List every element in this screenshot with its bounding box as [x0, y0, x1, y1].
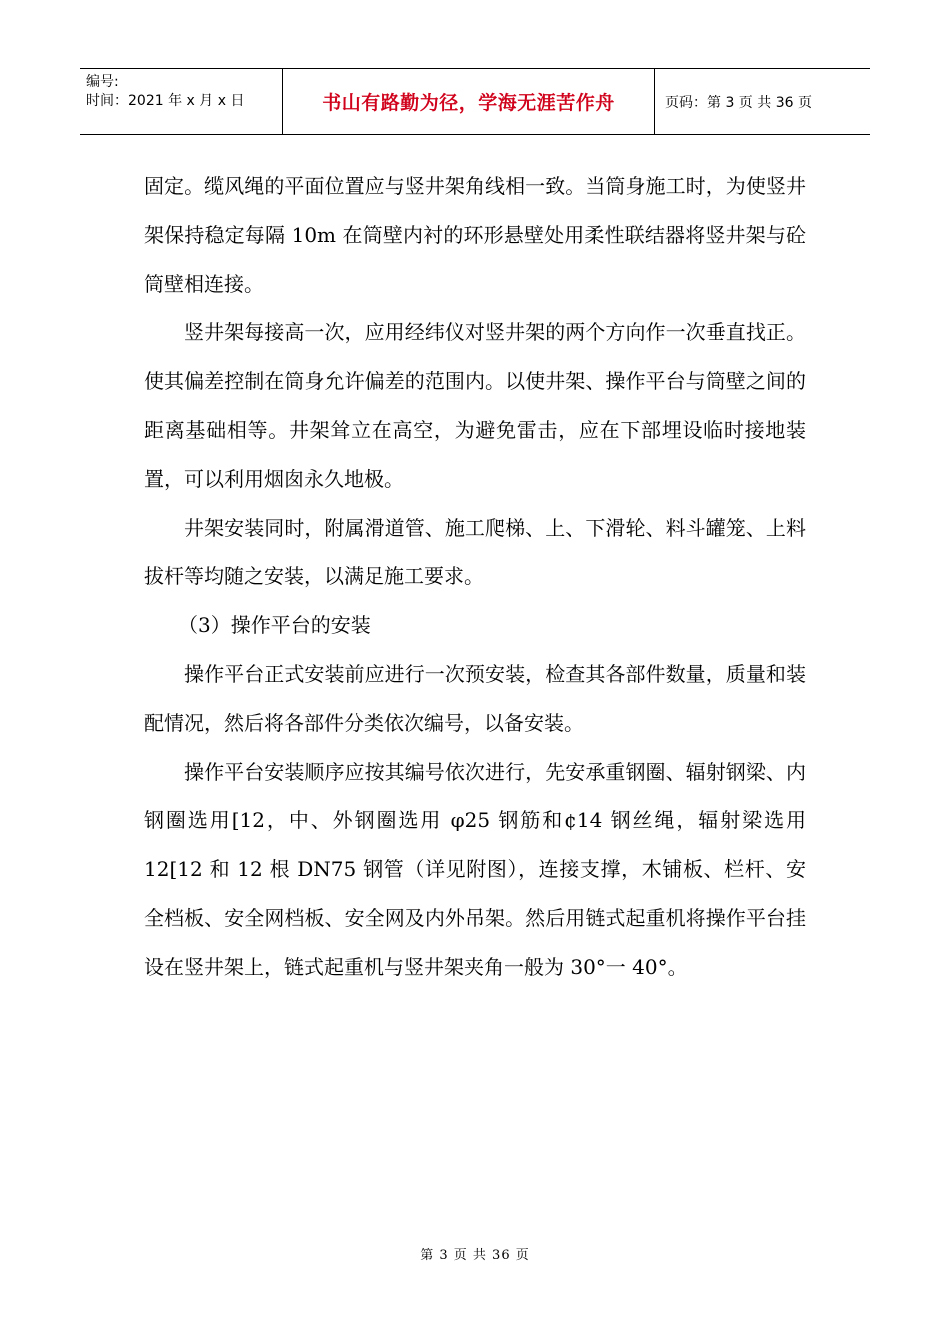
header-page-info: 页码：第 3 页 共 36 页	[665, 94, 812, 111]
document-number-label: 编号:	[86, 74, 119, 90]
page-footer: 第 3 页 共 36 页	[420, 1248, 530, 1263]
body-paragraph: 竖井架每接高一次，应用经纬仪对竖井架的两个方向作一次垂直找正。使其偏差控制在筒身允许偏差的范围内。以使井架、操作平台与筒壁之间的距离基础相等。井架耸立在高空，为避免雷击，应在下部埋设临时接地装置，可以利用烟囱永久地极。	[144, 320, 806, 491]
document-time-label: 时间：2021 年 x 月 x 日	[86, 93, 245, 109]
page-header	[80, 68, 870, 135]
header-motto: 书山有路勤为径，学海无涯苦作舟	[283, 69, 655, 134]
body-paragraph: 井架安装同时，附属滑道管、施工爬梯、上、下滑轮、料斗罐笼、上料拔杆等均随之安装，以满足施工要求。	[144, 515, 806, 589]
body-paragraph: 固定。缆风绳的平面位置应与竖井架角线相一致。当筒身施工时，为使竖井架保持稳定每隔 10m 在筒壁内衬的环形悬壁处用柔性联结器将竖井架与砼筒壁相连接。	[144, 174, 806, 296]
body-paragraph: 操作平台安装顺序应按其编号依次进行，先安承重钢圈、辐射钢梁、内钢圈选用[12，中、外钢圈选用 φ25 钢筋和¢14 钢丝绳，辐射梁选用 12[12 和 12 根 DN75 钢管（详见附图），连接支撑，木铺板、栏杆、安全档板、安全网档板、安全网及内外吊架。然后用链式起重机将操作平台挂设在竖井架上，链式起重机与竖井架夹角一般为 30°一 40°。	[144, 759, 806, 979]
body-paragraph: 操作平台正式安装前应进行一次预安装，检查其各部件数量，质量和装配情况，然后将各部件分类依次编号，以备安装。	[144, 661, 806, 735]
section-heading: （3）操作平台的安装	[178, 613, 371, 638]
header-meta	[80, 69, 283, 134]
document-body	[144, 162, 806, 992]
